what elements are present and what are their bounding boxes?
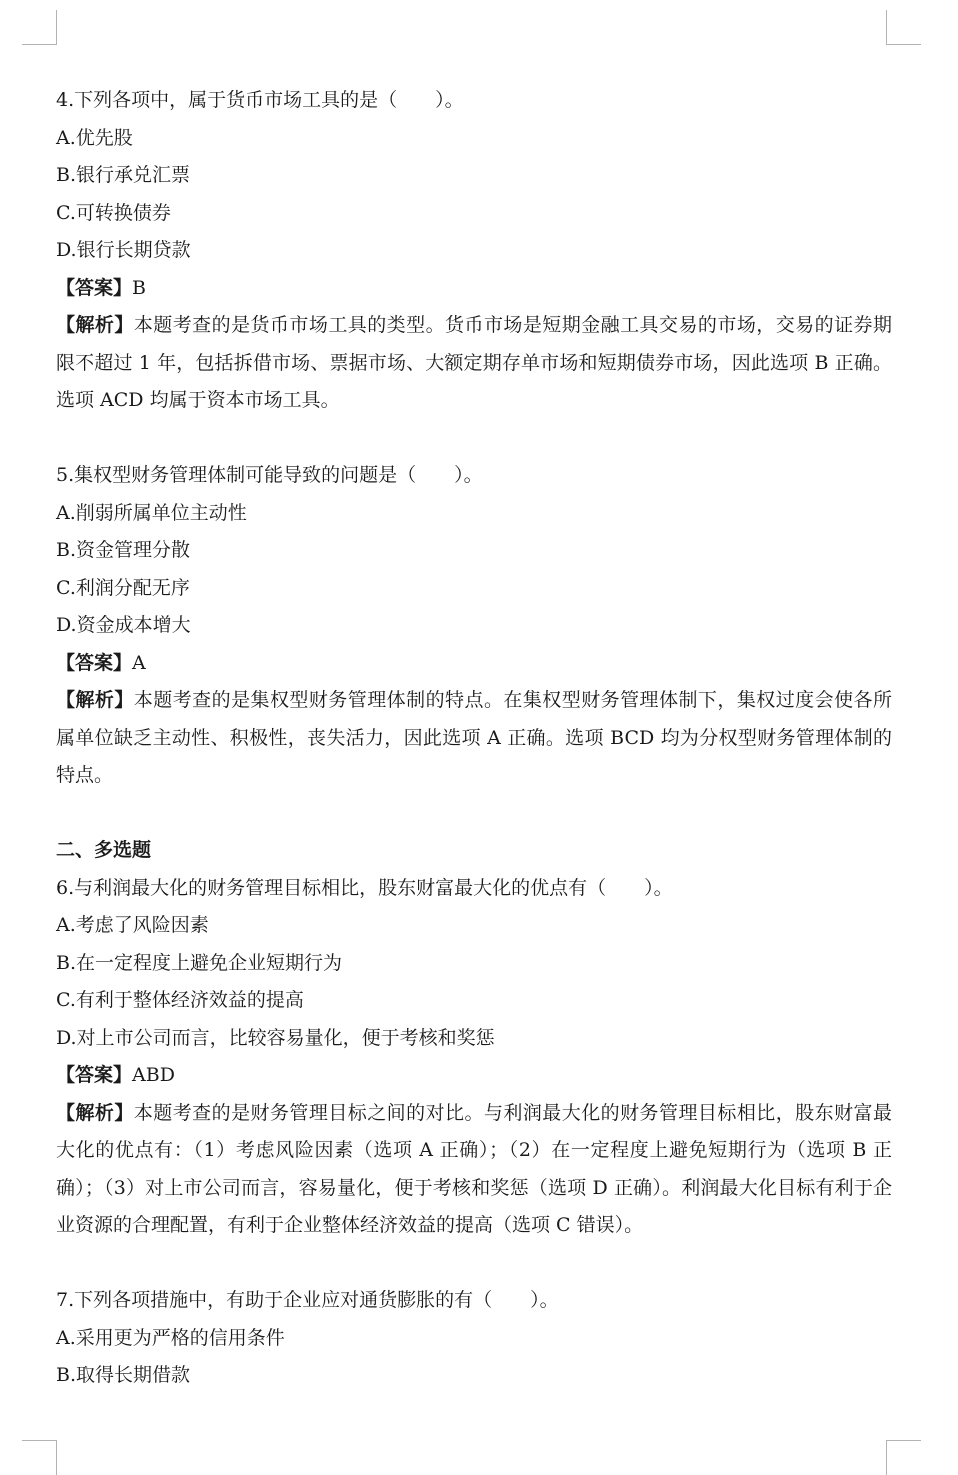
question-4	[56, 82, 892, 420]
spacer	[56, 795, 892, 833]
answer-line	[56, 1057, 892, 1095]
analysis-text: 本题考查的是集权型财务管理体制的特点。在集权型财务管理体制下，集权过度会使各所属单位缺乏主动性、积极性，丧失活力，因此选项 A 正确。选项 BCD 均为分权型财务管理体制的特点。	[56, 689, 892, 786]
option-a: A.优先股	[56, 126, 133, 149]
option-a: A.采用更为严格的信用条件	[56, 1326, 285, 1349]
document-body	[56, 82, 892, 1395]
option-c: C.利润分配无序	[56, 576, 190, 599]
option-b: B.银行承兑汇票	[56, 164, 191, 186]
option-d: D.对上市公司而言，比较容易量化，便于考核和奖惩	[56, 1026, 495, 1049]
crop-mark-bottom-left	[22, 1440, 57, 1475]
analysis-tag: 【解析】	[56, 1101, 134, 1124]
option-b: B.取得长期借款	[56, 1364, 191, 1386]
analysis-paragraph	[56, 1095, 892, 1245]
question-stem: 5.集权型财务管理体制可能导致的问题是（ ）。	[56, 464, 483, 486]
answer-value: ABD	[132, 1064, 175, 1086]
question-5	[56, 457, 892, 795]
option-b: B.资金管理分散	[56, 539, 191, 561]
analysis-tag: 【解析】	[56, 314, 134, 336]
section-title: 二、多选题	[56, 839, 152, 861]
option-d: D.银行长期贷款	[56, 239, 191, 261]
analysis-paragraph	[56, 307, 892, 420]
answer-tag: 【答案】	[56, 651, 133, 674]
option-c: C.有利于整体经济效益的提高	[56, 989, 304, 1011]
answer-line	[56, 270, 892, 308]
option-c: C.可转换债券	[56, 201, 171, 224]
spacer	[56, 1245, 892, 1283]
question-stem: 6.与利润最大化的财务管理目标相比，股东财富最大化的优点有（ ）。	[56, 876, 673, 899]
question-7	[56, 1282, 892, 1395]
spacer	[56, 420, 892, 458]
option-b: B.在一定程度上避免企业短期行为	[56, 951, 343, 974]
option-d: D.资金成本增大	[56, 614, 191, 636]
question-stem: 7.下列各项措施中，有助于企业应对通货膨胀的有（ ）。	[56, 1289, 559, 1311]
question-stem: 4.下列各项中，属于货币市场工具的是（ ）。	[56, 89, 464, 111]
crop-mark-bottom-right	[886, 1440, 921, 1475]
analysis-text: 本题考查的是货币市场工具的类型。货币市场是短期金融工具交易的市场，交易的证券期限不超过 1 年，包括拆借市场、票据市场、大额定期存单市场和短期债券市场，因此选项 B 正确。选项 ACD 均属于资本市场工具。	[56, 314, 892, 411]
answer-tag: 【答案】	[56, 1064, 133, 1086]
option-a: A.考虑了风险因素	[56, 914, 209, 936]
analysis-tag: 【解析】	[56, 689, 134, 711]
crop-mark-top-left	[22, 10, 57, 45]
answer-value: A	[132, 651, 146, 674]
question-6	[56, 870, 892, 1245]
crop-mark-top-right	[886, 10, 921, 45]
analysis-text: 本题考查的是财务管理目标之间的对比。与利润最大化的财务管理目标相比，股东财富最大化的优点有：（1）考虑风险因素（选项 A 正确）；（2）在一定程度上避免短期行为（选项 B 正确）；（3）对上市公司而言，容易量化，便于考核和奖惩（选项 D 正确）。利润最大化目标有利于企业资源的合理配置，有利于企业整体经济效益的提高（选项 C 错误）。	[56, 1101, 892, 1236]
analysis-paragraph	[56, 682, 892, 795]
answer-line	[56, 645, 892, 683]
answer-value: B	[132, 276, 146, 299]
answer-tag: 【答案】	[56, 276, 133, 299]
option-a: A.削弱所属单位主动性	[56, 501, 247, 524]
